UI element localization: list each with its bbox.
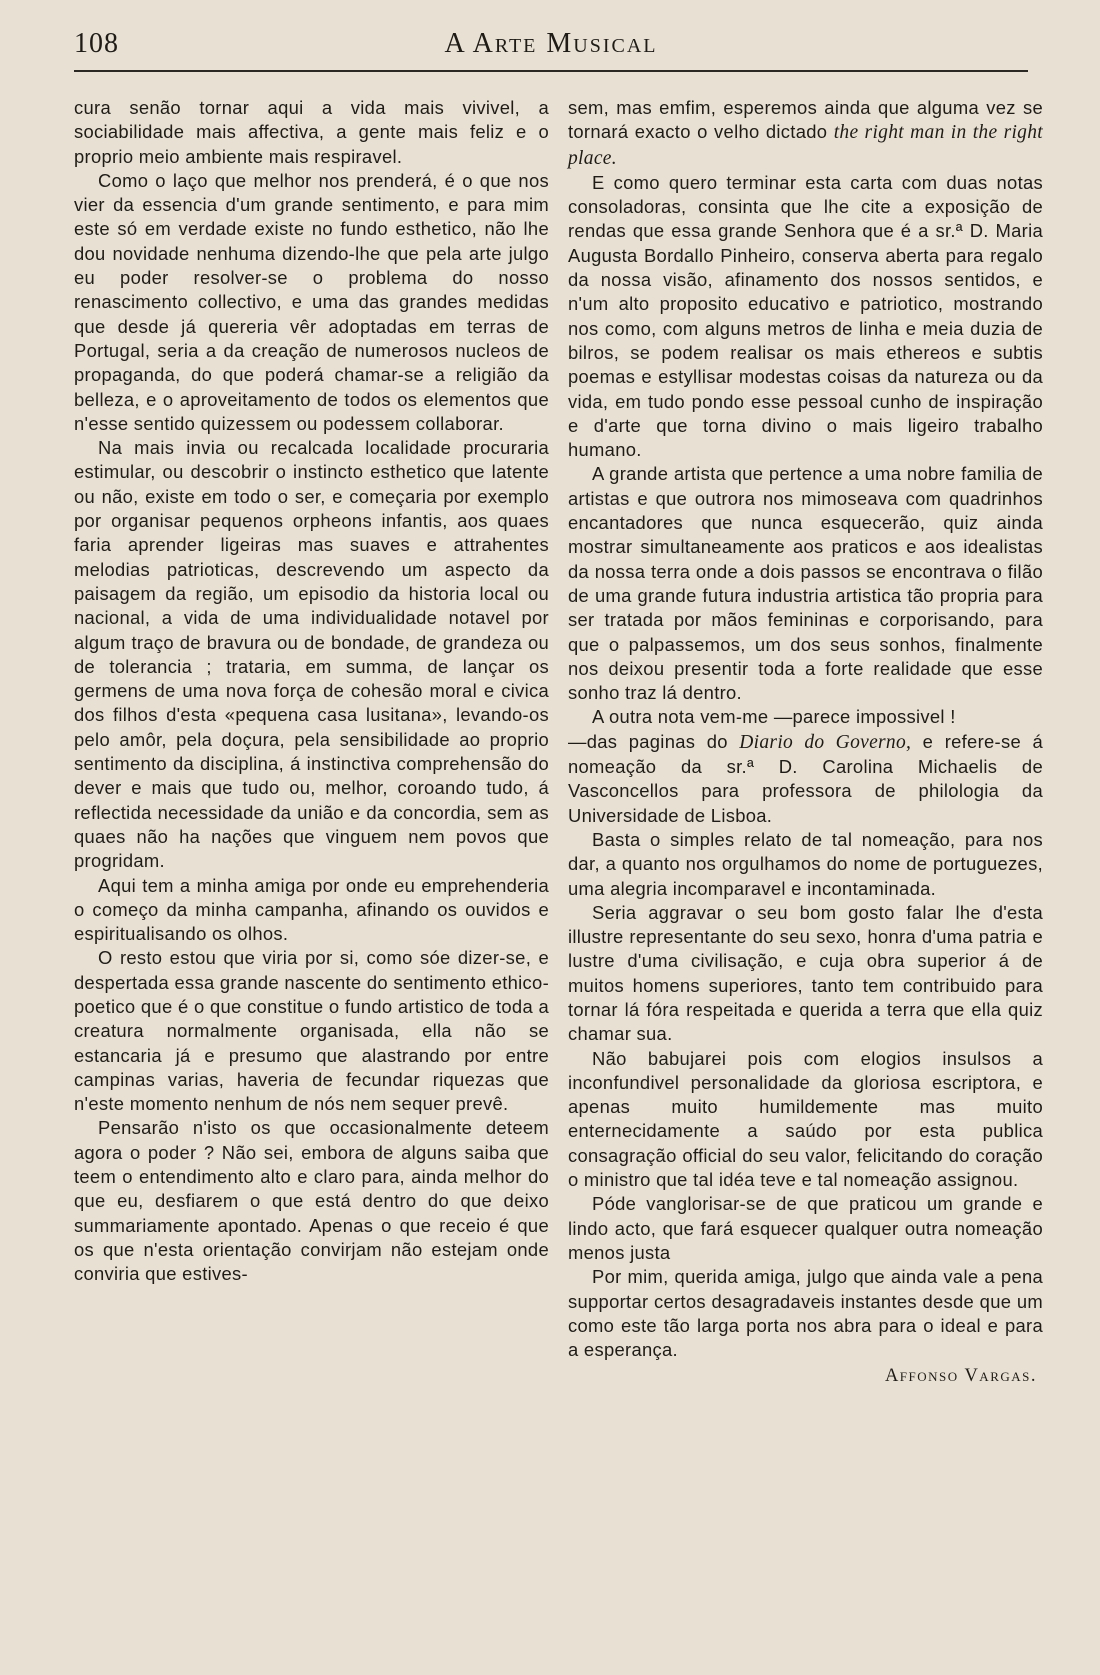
paragraph: cura senão tornar aqui a vida mais vivivel, a sociabilidade mais affectiva, a gente mais feliz e o proprio meio ambiente mais respiravel. <box>74 97 549 167</box>
paragraph <box>568 96 1043 171</box>
paragraph: A outra nota vem-me —parece impossivel ! <box>592 706 956 728</box>
paragraph: Como o laço que melhor nos prenderá, é o que nos vier da essencia d'um grande sentimento, e para mim este só em verdade existe no fundo esthetico, não lhe dou novidade nenhuma dizendo-lhe que pela arte julgo eu poder resolver-se o problema do nosso renascimento collectivo, e uma das grandes medidas que desde já quereria vêr adoptadas em terras de Portugal, seria a da creação de numerosos nucleos de propaganda, do que poderá chamar-se a religião da belleza, e o aproveitamento de todos os elementos que n'esse sentido quizessem ou podessem collaborar. <box>74 169 549 434</box>
paragraph <box>568 730 1043 828</box>
paragraph: Pensarão n'isto os que occasionalmente deteem agora o poder ? Não sei, embora de alguns saiba que teem o entendimento alto e claro para, ainda melhor do que eu, desfiarem o que está dentro do que deixo summariamente apontado. Apenas o que receio é que os que n'esta orientação convirjam não estejam onde conviria que estives- <box>74 1117 549 1285</box>
paragraph-text: sem, mas emfim, esperemos ainda que alguma vez se tornará exacto o velho dictado <box>568 97 1043 143</box>
paragraph: Não babujarei pois com elogios insulsos a inconfundivel personalidade da gloriosa escriptora, e apenas muito humildemente mas muito enternecidamente a saúdo por esta publica consagração official do seu valor, felicitando do coração o ministro que tal idéa teve e tal nomeação assignou. <box>568 1047 1043 1191</box>
running-title: A Arte Musical <box>444 28 658 59</box>
paragraph: Seria aggravar o seu bom gosto falar lhe d'esta illustre representante do seu sexo, honra d'uma patria e lustre d'uma civilisação, e cuja obra superior á de muitos homens superiores, tanto tem contribuido para tornar lá fóra respeitada e querida a terra que ella quiz chamar sua. <box>568 901 1043 1045</box>
article-body <box>74 96 1042 1656</box>
right-column <box>568 96 1043 1389</box>
left-column <box>74 96 549 1287</box>
italic-publication: Diario do Governo, <box>739 731 912 753</box>
paragraph: E como quero terminar esta carta com duas notas consoladoras, consinta que lhe cite a exposição de rendas que essa grande Senhora que é a sr.ª D. Maria Augusta Bordallo Pinheiro, conserva aberta para regalo da nossa visão, afinamento dos nossos sentidos, e n'um alto proposito educativo e patriotico, mostrando nos como, com alguns metros de linha e meia duzia de bilros, se podem realisar os mais ethereos e subtis poemas e estyllisar modestas coisas da natureza ou da vida, em tudo pondo esse pessoal cunho de inspiração e d'arte que torna divino o mais ligeiro trabalho humano. <box>568 171 1043 461</box>
paragraph: O resto estou que viria por si, como sóe dizer-se, e despertada essa grande nascente do sentimento ethico-poetico que é o que constitue o fundo artistico de toda a creatura normalmente organisada, ella não se estancaria já e presumo que alastrando por entre campinas varias, haveria de fecundar riquezas que n'este momento nenhum de nós nem sequer prevê. <box>74 947 549 1115</box>
page-header <box>74 16 1028 74</box>
paragraph-text: e refere-se á nomeação da sr.ª D. Carolina Michaelis de Vasconcellos para professora de philologia da Universidade de Lisboa. <box>568 730 1043 826</box>
paragraph: A grande artista que pertence a uma nobre familia de artistas e que outrora nos mimoseava com quadrinhos encantadores que nunca esquecerão, quiz ainda mostrar simultaneamente aos praticos e aos idealistas da nossa terra onde a dois passos se encontrava o filão de uma grande futura industria artistica tão propria para ser tratada por mãos femininas e corporisando, para que o palpassemos, um dos seus sonhos, finalmente nos deixou presentir toda a forte realidade que esse sonho traz lá dentro. <box>568 463 1043 704</box>
page-number: 108 <box>74 28 119 59</box>
paragraph: Aqui tem a minha amiga por onde eu emprehenderia o começo da minha campanha, afinando os ouvidos e espiritualisando os olhos. <box>74 874 549 945</box>
paragraph-text: —das paginas do <box>568 730 740 752</box>
paragraph: Póde vanglorisar-se de que praticou um grande e lindo acto, que fará esquecer qualquer outra nomeação menos justa <box>568 1193 1043 1263</box>
paragraph: Na mais invia ou recalcada localidade procuraria estimular, ou descobrir o instincto esthetico que latente ou não, existe em todo o ser, e começaria por exemplo por organisar pequenos orpheons infantis, aos quaes faria aprender ligeiras mas suaves e attrahentes melodias patrioticas, descrevendo um aspecto da paisagem da região, um episodio da historia local ou nacional, a vida de uma individualidade notavel por algum traço de bravura ou de bondade, de grandeza ou de tolerancia ; trataria, em summa, de lançar os germens de uma nova força de cohesão moral e civica dos filhos d'esta «pequena casa lusitana», levando-os pelo amôr, pela doçura, pela sensibilidade ao proprio sentimento da disciplina, á instinctiva comprehensão do dever e mais que tudo ou, melhor, coroando tudo, á reflectida necessidade da união e da concordia, sem as quaes não ha nações que vinguem nem povos que progridam. <box>74 437 549 872</box>
author-signature: Affonso Vargas. <box>884 1366 1037 1387</box>
header-rule <box>74 70 1028 72</box>
paragraph: Basta o simples relato de tal nomeação, para nos dar, a quanto nos orgulhamos do nome de portuguezes, uma alegria incomparavel e incontaminada. <box>568 828 1043 899</box>
paragraph: Por mim, querida amiga, julgo que ainda vale a pena supportar certos desagradaveis instantes desde que um como este tão larga porta nos abra para o ideal e para a esperança. <box>568 1266 1043 1361</box>
italic-quote: the right man in the right place. <box>568 122 1043 169</box>
